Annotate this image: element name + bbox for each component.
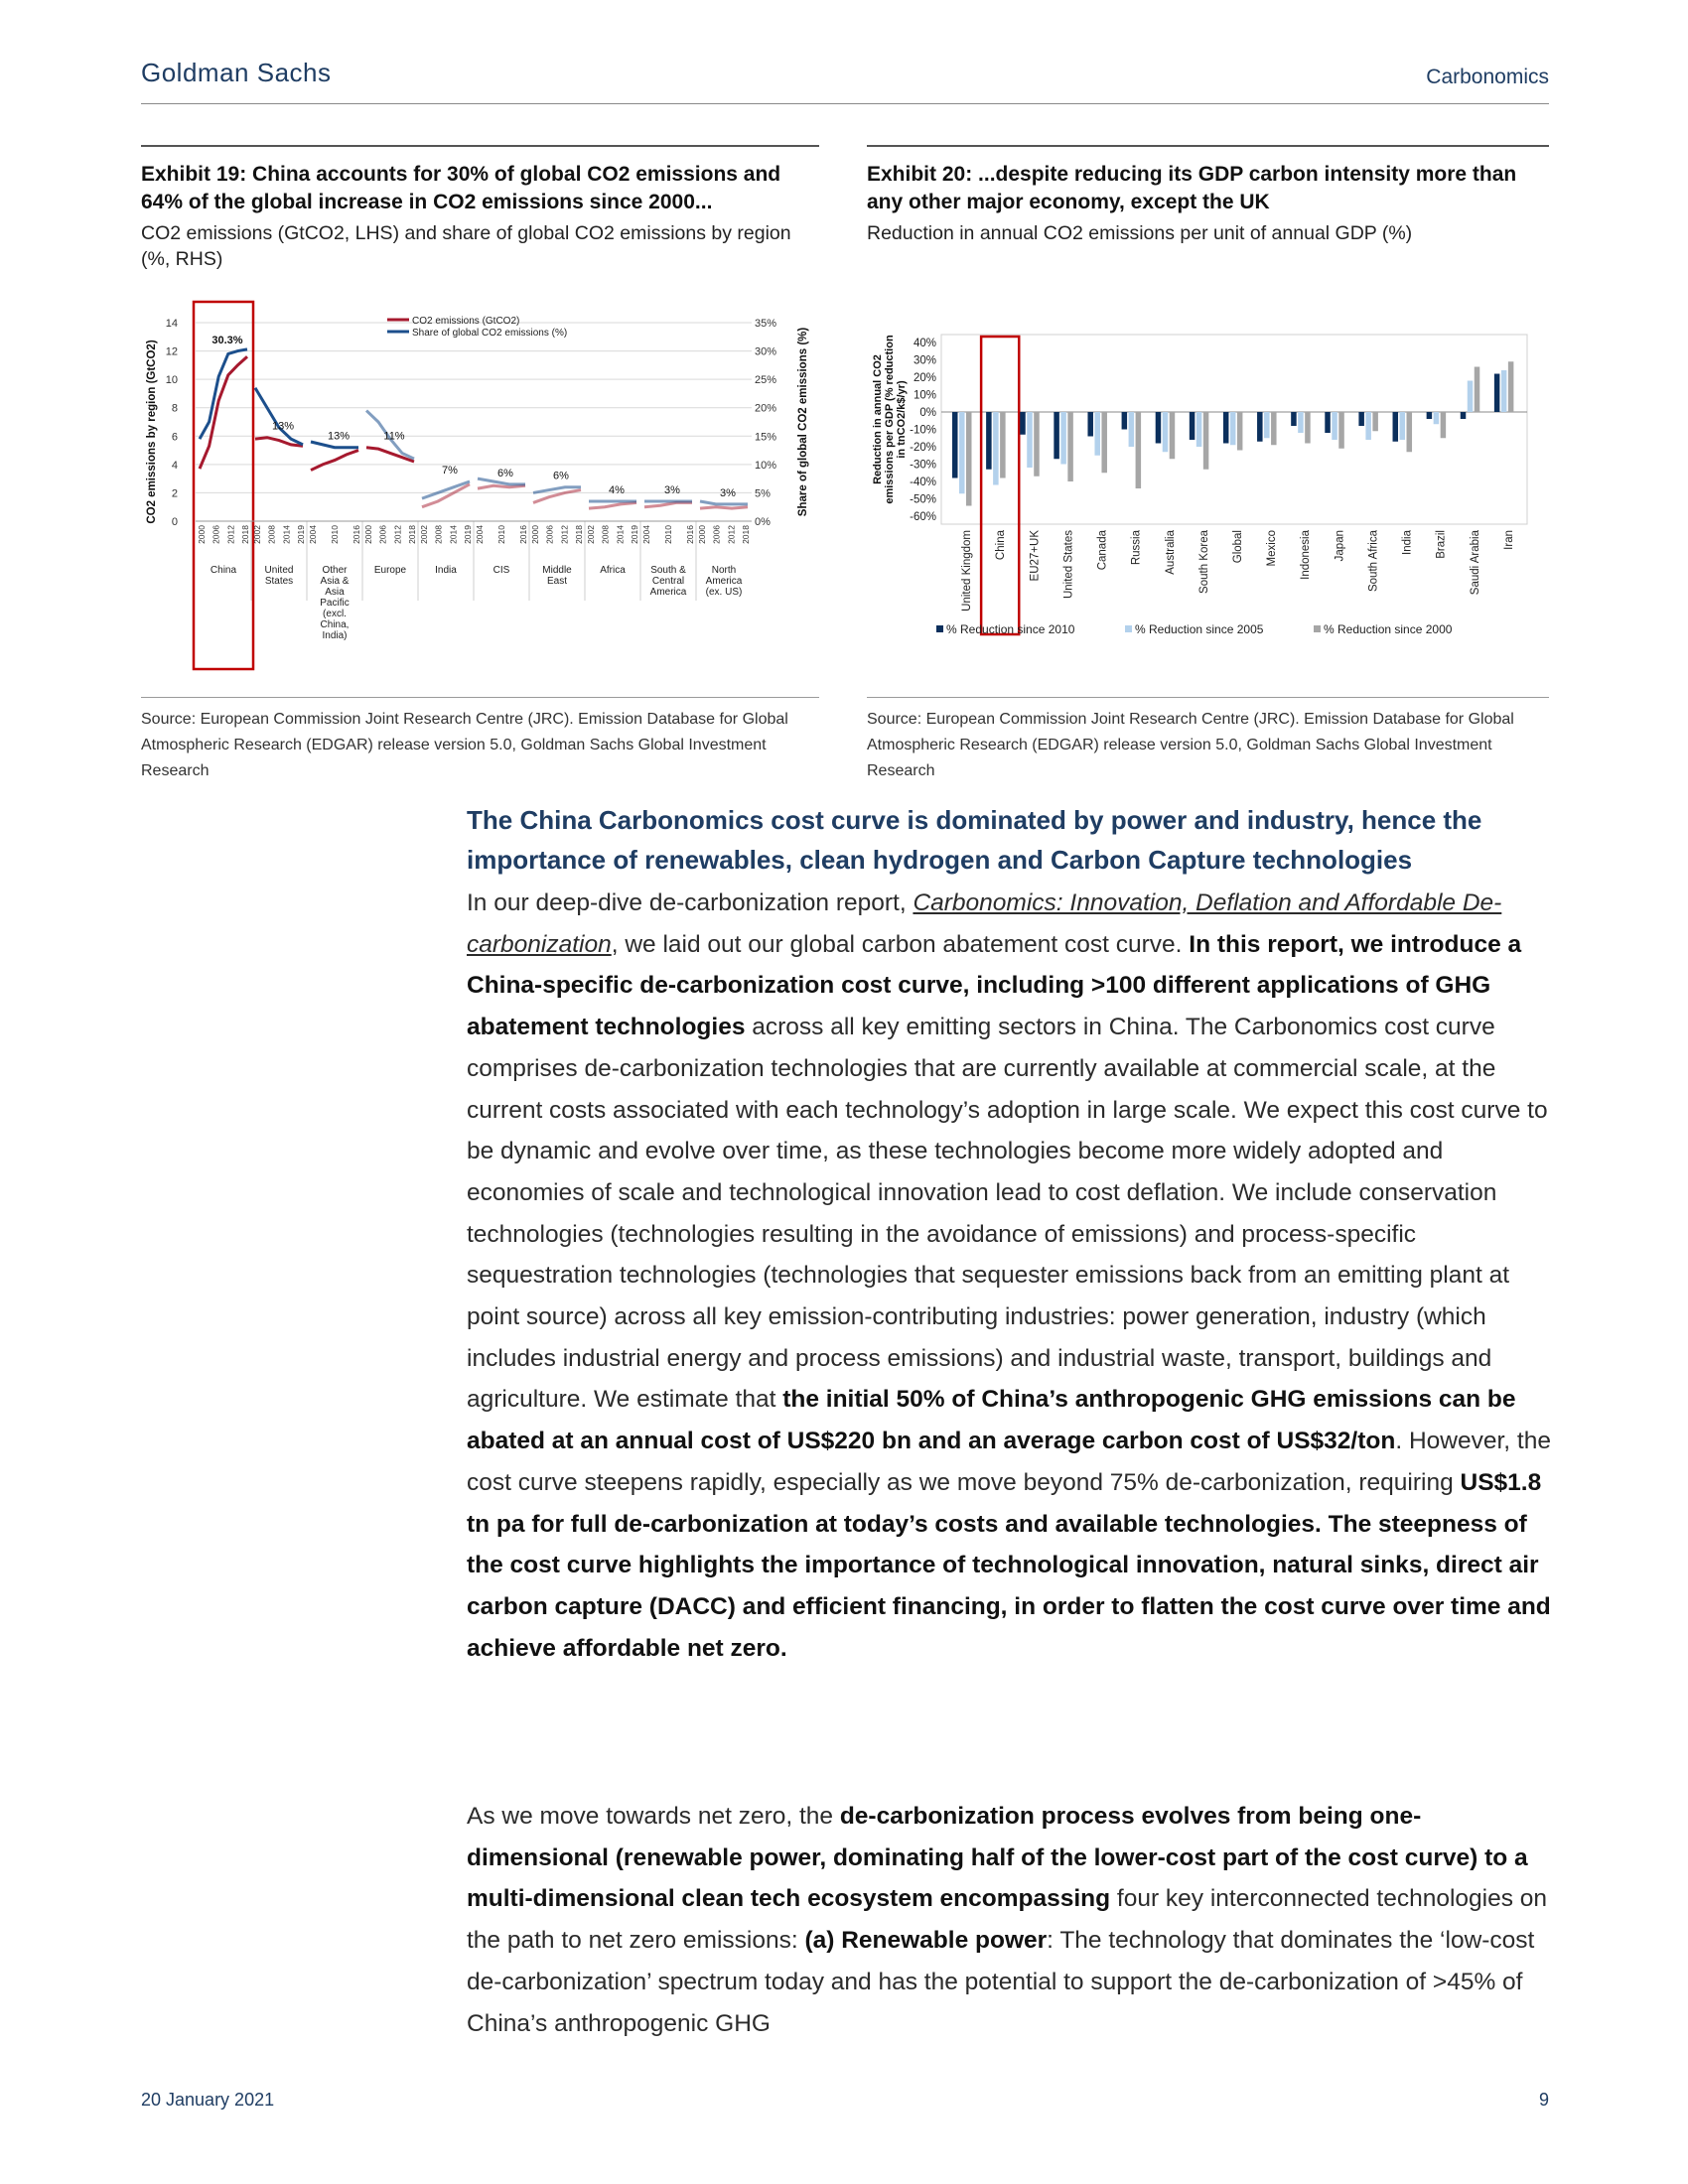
bar [1196,412,1202,447]
body-paragraph-1 [467,883,1554,1669]
y-tick-label: 10 [165,374,178,387]
year-tick-label: 2016 [685,525,695,544]
emissions-line [700,507,748,508]
category-label: EU27+UK [1029,530,1042,582]
category-label: Iran [1502,530,1515,550]
bar [1271,412,1277,445]
exhibit20-top-rule [867,145,1549,147]
region-label: America [705,576,743,587]
bar [966,412,972,506]
bar [1054,412,1059,459]
year-tick-label: 2010 [330,525,340,544]
emissions-line [311,451,358,471]
bar [1156,412,1162,444]
category-label: Indonesia [1300,530,1313,580]
legend-label: % Reduction since 2000 [1324,622,1453,636]
y-tick-label: 20% [913,372,936,384]
bar [1427,412,1433,419]
y-tick-label: 2 [171,487,178,500]
bar [1087,412,1093,437]
bar [986,412,992,470]
y-tick-label: 14 [165,318,178,330]
exhibit19-chart [141,298,819,675]
region-label: (excl. [323,609,347,619]
p1-bold-2: the initial 50% of China’s anthropogenic GHG emissions can be abated at an annual cost of US$220 bn and an average carbon cost of US$32/ton [467,1386,1516,1455]
y-tick-label: 40% [913,338,936,349]
y-tick-label: -50% [910,493,936,506]
y-tick-label: -60% [910,511,936,523]
region-label: North [711,565,737,576]
bar [1441,412,1447,438]
category-label: United Kingdom [961,530,974,612]
y-axis-title-line: in tnCO2/k$/yr) [896,380,908,459]
bar [993,412,999,485]
exhibit19-source: Source: European Commission Joint Research Centre (JRC). Emission Database for Global Atmospheric Research (EDGAR) release version 5.0, Goldman Sachs Global Investment Research [141,711,788,779]
bar [1298,412,1304,433]
bar [1034,412,1040,477]
header-divider [141,103,1549,104]
year-tick-label: 2010 [496,525,506,544]
bar [1027,412,1033,468]
y-tick-label: -30% [910,459,936,472]
year-tick-label: 2014 [448,525,459,544]
bar [1094,412,1100,456]
y-tick-label: 12 [165,345,178,358]
y2-tick-label: 0% [755,516,771,528]
share-line [311,442,358,448]
bar [1461,412,1467,419]
exhibit20-source-rule [867,697,1549,698]
year-tick-label: 2016 [352,525,361,544]
year-tick-label: 2006 [211,525,221,544]
p2-bold-1: de-carbonization process evolves from being one-dimensional (renewable power, dominating half of the lower-cost part of the cost curve) to a multi-dimensional clean tech ecosystem encompassing [467,1803,1528,1913]
region-label: South & [650,565,686,576]
exhibit20-subtitle: Reduction in annual CO2 emissions per unit of annual GDP (%) [867,222,1413,244]
exhibit20-title: Exhibit 20: ...despite reducing its GDP carbon intensity more than any other major economy, except the UK [867,163,1517,213]
bar [1475,367,1480,413]
p2-text-2: four key interconnected technologies on the path to net zero emissions: [467,1885,1548,1955]
legend-label: % Reduction since 2005 [1135,622,1264,636]
region-label: India [435,565,457,576]
region-label: CIS [492,565,510,576]
region-label: Central [651,576,685,587]
category-label: Australia [1164,530,1177,575]
share-data-label: 30.3% [211,334,243,346]
page-number: 9 [1538,2090,1549,2110]
year-tick-label: 2012 [392,525,403,544]
share-data-label: 6% [553,470,569,482]
p1-bold-1: In this report, we introduce a China-specific de-carbonization cost curve, including >100 different applications of GHG abatement technologies [467,930,1522,1041]
p1-text-3: across all key emitting sectors in China. The Carbonomics cost curve comprises de-carbonization technologies that are currently available at commercial scale, at the current costs associated with each technology’s adoption in large scale. We expect this cost curve to be dynamic and evolve over time, as these technologies become more widely adopted and economies of scale and technological innovation lead to cost deflation. We include conservation technologies (technologies resulting in the avoidance of emissions) and process-specific sequestration technologies (technologies that sequester emissions back from an emitting plant at point source) across all key emission-contributing industries: power generation, industry (which includes industrial energy and process emissions) and industrial waste, transport, buildings and agriculture. We estimate that [467,1014,1548,1414]
year-tick-label: 2008 [433,525,444,544]
y-tick-label: 6 [171,431,178,444]
bar [1372,412,1378,431]
y-axis-title-line: emissions per GDP (% reduction [884,335,896,504]
report-name: Carbonomics [1426,66,1549,88]
year-tick-label: 2014 [615,525,626,544]
y-tick-label: -10% [910,424,936,437]
year-tick-label: 2018 [240,525,250,544]
year-tick-label: 2004 [641,525,651,544]
bar [1407,412,1413,452]
legend-label: % Reduction since 2010 [946,622,1075,636]
category-label: Saudi Arabia [1469,530,1481,596]
region-label: China, [320,619,350,630]
exhibit19-source-rule [141,697,819,698]
bar [1325,412,1331,433]
p1-text-2: , we laid out our global carbon abatement cost curve. [611,930,1190,958]
legend-label: Share of global CO2 emissions (%) [412,328,568,339]
year-tick-label: 2012 [559,525,570,544]
year-tick-label: 2004 [308,525,318,544]
p1-text-1: In our deep-dive de-carbonization report, [467,889,914,916]
bar [1020,412,1026,435]
share-data-label: 13% [327,430,351,443]
brand-name: Goldman Sachs [141,58,332,87]
y-tick-label: 4 [171,459,178,472]
bar [1129,412,1135,447]
emissions-line [644,502,692,506]
year-tick-label: 2004 [475,525,485,544]
p2-bold-2: (a) Renewable power [804,1927,1048,1955]
share-data-label: 11% [383,430,405,443]
legend-label: CO2 emissions (GtCO2) [412,316,520,327]
region-label: Other [322,565,348,576]
footer-date: 20 January 2021 [141,2090,275,2110]
bar [1358,412,1364,426]
region-label: States [264,576,294,587]
bar [1264,412,1270,438]
bar [1501,370,1507,412]
highlight-box-china [194,302,253,669]
y-axis-title: CO2 emissions by region (GtCO2) [146,340,158,524]
bar [1136,412,1142,488]
y2-tick-label: 10% [755,459,777,472]
legend-swatch [1314,625,1321,632]
bar [1000,412,1006,478]
bar [1305,412,1311,444]
y2-tick-label: 35% [755,318,777,330]
y-tick-label: 10% [913,389,936,402]
bar [1067,412,1073,481]
region-label: India) [322,630,348,641]
emissions-line [478,485,525,488]
report-link[interactable]: Carbonomics: Innovation, Deflation and Affordable De-carbonization [467,889,1502,958]
year-tick-label: 2018 [407,525,417,544]
bar [1122,412,1128,430]
bar [1434,412,1440,424]
exhibit20-source: Source: European Commission Joint Research Centre (JRC). Emission Database for Global Atmospheric Research (EDGAR) release version 5.0, Goldman Sachs Global Investment Research [867,711,1514,779]
exhibit19-top-rule [141,145,819,147]
category-label: Mexico [1266,530,1279,567]
y-tick-label: 30% [913,354,936,367]
year-tick-label: 2002 [252,525,262,544]
bar [1170,412,1176,459]
year-tick-label: 2000 [697,525,707,544]
year-tick-label: 2018 [741,525,751,544]
region-label: Asia [325,587,345,598]
category-label: Global [1232,530,1244,564]
bar [1223,412,1229,444]
share-data-label: 7% [442,465,458,477]
bar [1101,412,1107,473]
y2-tick-label: 25% [755,374,777,387]
share-data-label: 4% [609,484,625,496]
bar [1257,412,1263,442]
p2-text-3: : The technology that dominates the ‘low-cost de-carbonization’ spectrum today and has the potential to support the de-carbonization of >45% of China’s anthropogenic GHG [467,1927,1535,2037]
exhibit19-title: Exhibit 19: China accounts for 30% of global CO2 emissions and 64% of the global increase in CO2 emissions since 2000... [141,163,781,213]
y-tick-label: 8 [171,402,178,415]
bar [1400,412,1406,440]
p1-bold-3: US$1.8 tn pa for full de-carbonization at today’s costs and available technologies. The steepness of the cost curve highlights the importance of technological innovation, natural sinks, direct air carbon capture (DACC) and efficient financing, in order to flatten the cost curve over time and achieve affordable net zero. [467,1468,1551,1662]
bar [1332,412,1337,440]
y-tick-label: 0% [919,407,936,419]
bar [952,412,958,478]
region-label: United [264,565,294,576]
bar [1508,361,1514,412]
y2-tick-label: 5% [755,487,771,500]
y2-tick-label: 15% [755,431,777,444]
category-label: Brazil [1435,530,1448,559]
region-label: China [210,565,237,576]
category-label: Japan [1334,530,1346,562]
year-tick-label: 2002 [586,525,596,544]
y2-tick-label: 30% [755,345,777,358]
region-label: Asia & [320,576,350,587]
bar [1163,412,1169,452]
p2-text-1: As we move towards net zero, the [467,1803,840,1830]
legend-swatch [936,625,943,632]
year-tick-label: 2008 [266,525,277,544]
year-tick-label: 2016 [518,525,528,544]
year-tick-label: 2019 [630,525,639,544]
share-data-label: 6% [497,467,513,479]
year-tick-label: 2000 [197,525,207,544]
region-label: Africa [600,565,626,576]
category-label: South Korea [1197,530,1210,594]
share-data-label: 3% [720,486,736,499]
bar [1237,412,1243,451]
year-tick-label: 2010 [663,525,673,544]
emissions-line [589,502,636,508]
bar [1393,412,1399,442]
category-label: Russia [1130,530,1143,566]
region-label: Middle [542,565,572,576]
year-tick-label: 2012 [225,525,236,544]
y-axis-title-line: Reduction in annual CO2 [872,354,884,484]
bar [1230,412,1236,445]
bar [1060,412,1066,465]
y2-tick-label: 20% [755,402,777,415]
y-tick-label: 0 [171,516,178,528]
highlight-box-china [981,337,1019,634]
region-label: Pacific [320,598,350,609]
year-tick-label: 2006 [377,525,388,544]
bar [1494,374,1500,413]
exhibit20-chart [867,298,1549,655]
year-tick-label: 2000 [530,525,540,544]
bar [1365,412,1371,440]
year-tick-label: 2006 [544,525,555,544]
emissions-line [200,356,247,469]
y-tick-label: -40% [910,477,936,488]
legend-swatch [1125,625,1132,632]
year-tick-label: 2008 [600,525,611,544]
region-label: Europe [373,565,407,576]
year-tick-label: 2000 [363,525,373,544]
exhibit19-subtitle: CO2 emissions (GtCO2, LHS) and share of global CO2 emissions by region (%, RHS) [141,222,791,270]
bar [1190,412,1196,440]
section-heading: The China Carbonomics cost curve is dominated by power and industry, hence the importance of renewables, clean hydrogen and Carbon Capture technologies [467,805,1482,875]
share-line [478,478,525,484]
region-label: America [649,587,687,598]
bar [1291,412,1297,426]
category-label: United States [1062,530,1075,600]
bar [959,412,965,493]
body-paragraph-2 [467,1796,1554,2044]
bar [1468,381,1474,413]
year-tick-label: 2006 [711,525,722,544]
year-tick-label: 2019 [463,525,473,544]
y2-axis-title: Share of global CO2 emissions (%) [797,327,809,517]
share-data-label: 3% [664,484,680,496]
category-label: South Africa [1367,530,1380,593]
year-tick-label: 2018 [574,525,584,544]
category-label: China [995,530,1008,561]
bar [1338,412,1344,449]
share-line [700,501,748,504]
p1-text-4: . However, the cost curve steepens rapidly, especially as we move beyond 75% de-carbonization, requiring [467,1428,1551,1496]
year-tick-label: 2012 [726,525,737,544]
year-tick-label: 2014 [281,525,292,544]
y-tick-label: -20% [910,442,936,454]
category-label: India [1401,530,1414,555]
year-tick-label: 2019 [296,525,306,544]
region-label: (ex. US) [705,587,743,598]
category-label: Canada [1096,530,1109,571]
bar [1203,412,1209,470]
share-data-label: 13% [271,420,295,433]
region-label: East [546,576,568,587]
year-tick-label: 2002 [419,525,429,544]
